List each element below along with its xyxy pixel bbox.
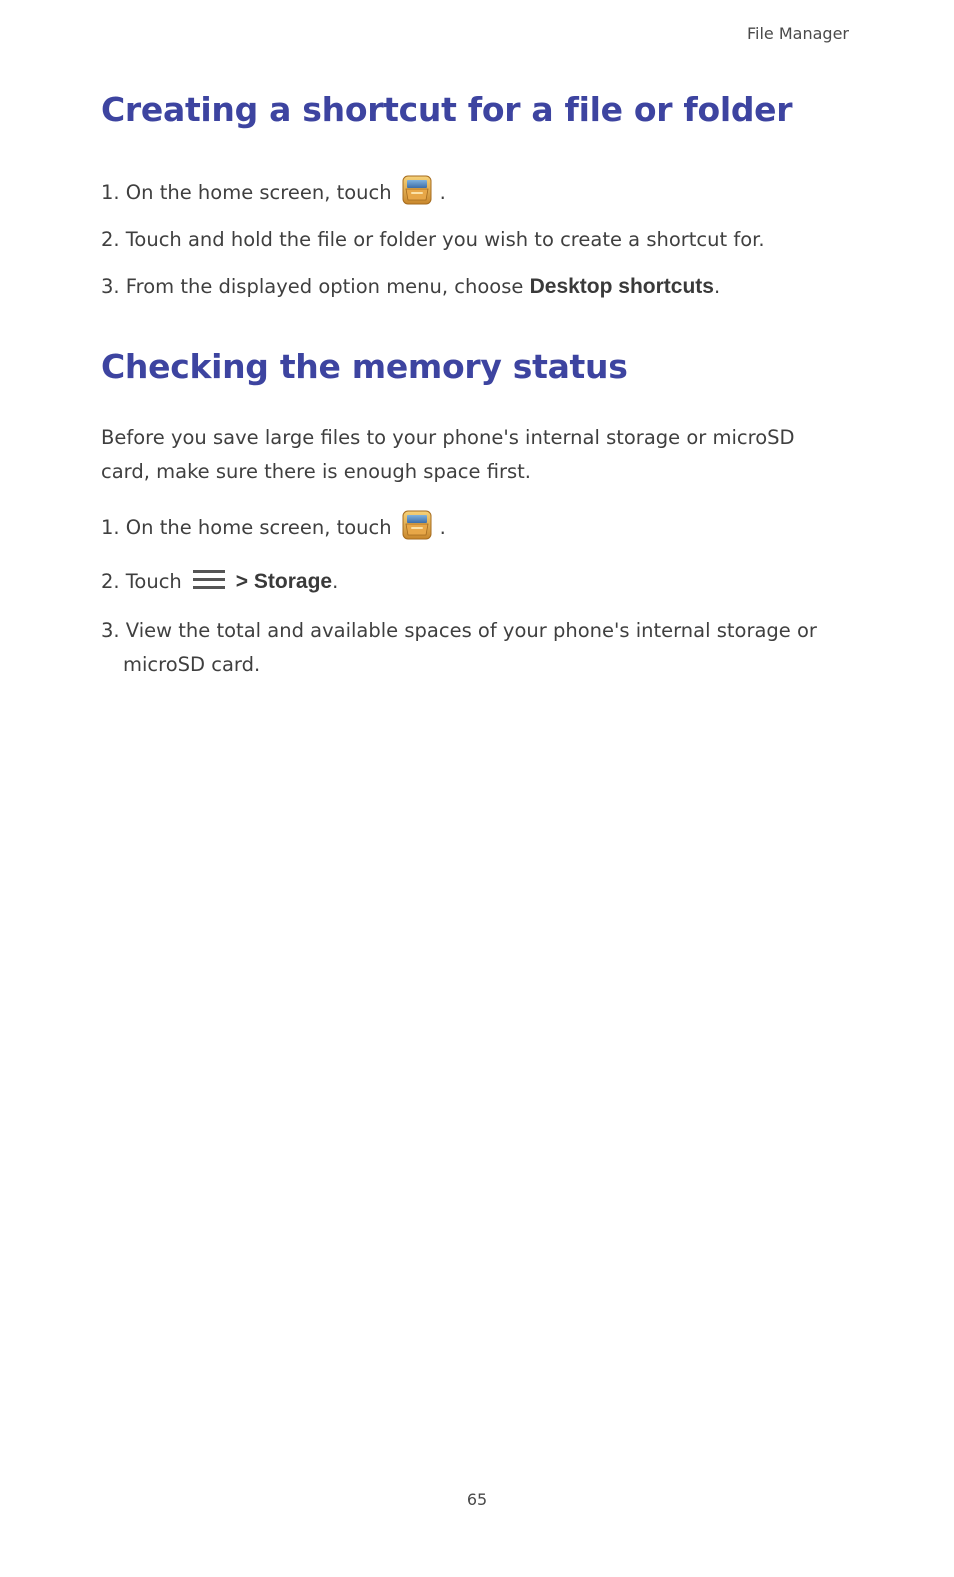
running-header: File Manager (747, 24, 849, 43)
step-item (101, 510, 446, 545)
section-heading-shortcut: Creating a shortcut for a file or folder (101, 90, 793, 129)
ui-label-storage: Storage (253, 570, 333, 593)
menu-icon (192, 568, 226, 592)
section-heading-memory: Checking the memory status (101, 347, 628, 386)
step-item (101, 565, 338, 599)
step-suffix: . (439, 516, 446, 539)
menu-separator: > (235, 570, 249, 593)
step-item (101, 223, 765, 257)
step-item (101, 270, 720, 304)
step-text: 3. View the total and available spaces of your phone's internal storage or (101, 619, 817, 642)
step-text: 1. On the home screen, touch (101, 181, 392, 204)
step-suffix: . (713, 275, 721, 298)
step-item (101, 175, 446, 210)
step-text-continued: microSD card. (123, 653, 261, 676)
page-number: 65 (466, 1490, 488, 1509)
ui-label-desktop-shortcuts: Desktop shortcuts (529, 275, 714, 298)
step-text: 2. Touch (101, 570, 182, 593)
intro-paragraph: Before you save large files to your phone's internal storage or microSD card, make sure there is enough space first. (101, 426, 795, 483)
file-manager-app-icon (402, 510, 432, 540)
step-item (101, 614, 817, 682)
step-text: 3. From the displayed option menu, choose (101, 275, 530, 298)
step-text: 1. On the home screen, touch (101, 516, 392, 539)
step-suffix: . (332, 570, 339, 593)
step-suffix: . (439, 181, 446, 204)
file-manager-app-icon (402, 175, 432, 205)
step-text: 2. Touch and hold the file or folder you wish to create a shortcut for. (101, 228, 765, 251)
